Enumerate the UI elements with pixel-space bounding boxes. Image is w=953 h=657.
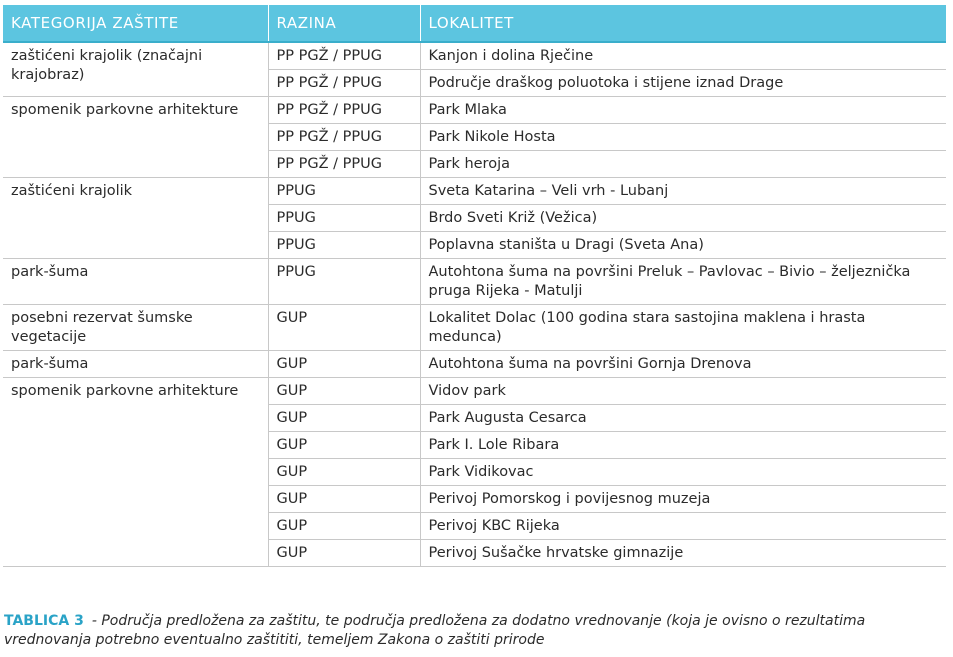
- level-cell: GUP: [268, 486, 420, 513]
- level-cell: GUP: [268, 378, 420, 405]
- site-cell: Autohtona šuma na površini Gornja Drenova: [420, 351, 946, 378]
- site-cell: Sveta Katarina – Veli vrh - Lubanj: [420, 178, 946, 205]
- header-site: LOKALITET: [420, 5, 946, 42]
- level-cell: PP PGŽ / PPUG: [268, 97, 420, 124]
- table-row: [3, 259, 946, 305]
- site-cell: Perivoj Pomorskog i povijesnog muzeja: [420, 486, 946, 513]
- site-cell: Područje draškog poluotoka i stijene iznad Drage: [420, 70, 946, 97]
- site-cell: Park Mlaka: [420, 97, 946, 124]
- table-row: [3, 42, 946, 70]
- level-cell: PPUG: [268, 178, 420, 205]
- table-row: [3, 178, 946, 205]
- header-category: KATEGORIJA ZAŠTITE: [3, 5, 268, 42]
- category-cell: zaštićeni krajolik (značajni krajobraz): [3, 42, 268, 97]
- level-cell: GUP: [268, 351, 420, 378]
- level-cell: PP PGŽ / PPUG: [268, 70, 420, 97]
- site-cell: Perivoj Sušačke hrvatske gimnazije: [420, 540, 946, 567]
- category-cell: zaštićeni krajolik: [3, 178, 268, 259]
- category-cell: park-šuma: [3, 351, 268, 378]
- category-cell: spomenik parkovne arhitekture: [3, 97, 268, 178]
- level-cell: PPUG: [268, 232, 420, 259]
- table-row: [3, 97, 946, 124]
- level-cell: PPUG: [268, 259, 420, 305]
- category-cell: spomenik parkovne arhitekture: [3, 378, 268, 567]
- level-cell: GUP: [268, 513, 420, 540]
- level-cell: PP PGŽ / PPUG: [268, 42, 420, 70]
- level-cell: GUP: [268, 405, 420, 432]
- site-cell: Park Augusta Cesarca: [420, 405, 946, 432]
- site-cell: Park I. Lole Ribara: [420, 432, 946, 459]
- level-cell: GUP: [268, 432, 420, 459]
- site-cell: Autohtona šuma na površini Preluk – Pavlovac – Bivio – željeznička pruga Rijeka - Matulji: [420, 259, 946, 305]
- category-cell: posebni rezervat šumske vegetacije: [3, 305, 268, 351]
- level-cell: GUP: [268, 459, 420, 486]
- site-cell: Park Nikole Hosta: [420, 124, 946, 151]
- site-cell: Brdo Sveti Križ (Vežica): [420, 205, 946, 232]
- level-cell: PPUG: [268, 205, 420, 232]
- table-row: [3, 305, 946, 351]
- site-cell: Park heroja: [420, 151, 946, 178]
- site-cell: Lokalitet Dolac (100 godina stara sastojina maklena i hrasta meduncа): [420, 305, 946, 351]
- table-caption: [4, 612, 949, 650]
- caption-label: TABLICA 3: [4, 613, 84, 629]
- level-cell: PP PGŽ / PPUG: [268, 124, 420, 151]
- caption-text: - Područja predložena za zaštitu, te područja predložena za dodatno vrednovanje (koja je ovisno o rezultatima vrednovanja potrebno eventualno zaštititi, temeljem Zakona o zaštiti prirode: [4, 613, 866, 648]
- header-level: RAZINA: [268, 5, 420, 42]
- table-row: [3, 351, 946, 378]
- site-cell: Vidov park: [420, 378, 946, 405]
- table-row: [3, 378, 946, 405]
- site-cell: Kanjon i dolina Rječine: [420, 42, 946, 70]
- table-header: [3, 5, 946, 42]
- site-cell: Park Vidikovac: [420, 459, 946, 486]
- protection-table: [3, 5, 946, 567]
- level-cell: PP PGŽ / PPUG: [268, 151, 420, 178]
- site-cell: Perivoj KBC Rijeka: [420, 513, 946, 540]
- table-body: [3, 42, 946, 567]
- level-cell: GUP: [268, 305, 420, 351]
- category-cell: park-šuma: [3, 259, 268, 305]
- level-cell: GUP: [268, 540, 420, 567]
- site-cell: Poplavna staništa u Dragi (Sveta Ana): [420, 232, 946, 259]
